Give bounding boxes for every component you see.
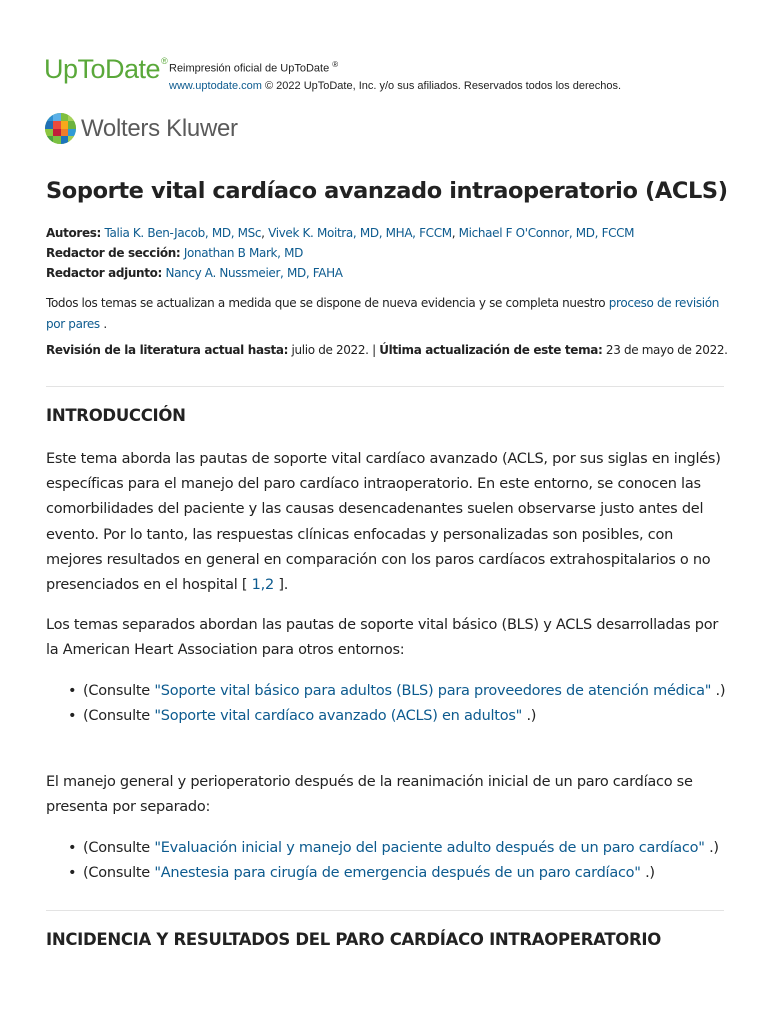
brand-header [44,52,734,92]
list-item: • (Consulte "Soporte vital básico para adultos (BLS) para proveedores de atención médica" .) [68,683,726,699]
author-link[interactable]: Vivek K. Moitra, MD, MHA, FCCM [268,226,452,240]
list-item: • (Consulte "Evaluación inicial y manejo del paciente adulto después de un paro cardíaco" .) [68,840,719,856]
reprint-line: Reimpresión oficial de UpToDate [169,62,330,75]
review-dates: Revisión de la literatura actual hasta: julio de 2022. | Última actualización de este tema: 23 de mayo de 2022. [46,343,728,357]
last-update-date: 23 de mayo de 2022. [605,343,728,357]
wolters-kluwer-mosaic-icon [45,113,76,144]
intro-paragraph-2: Los temas separados abordan las pautas de soporte vital básico (BLS) y ACLS desarrolladas por la American Heart Association para otros entornos: [46,617,719,659]
intro-paragraph-1: Este tema aborda las pautas de soporte vital cardíaco avanzado (ACLS, por sus siglas en inglés) específicas para el manejo del paro cardíaco intraoperatorio. En este entorno, se conocen las comorbilidades del paciente y las causas desencadenantes suelen observarse justo antes del evento. Por lo tanto, las respuestas clínicas enfocadas y personalizadas son posibles, con mejores resultados en general en comparación con los paros cardíacos extrahospitalarios o no presenciados en el hospital [ 1,2 ]. [46,451,721,594]
page-title: Soporte vital cardíaco avanzado intraoperatorio (ACLS) [46,178,728,204]
peer-review-link[interactable]: proceso de revisión por pares [46,296,719,331]
topic-link-anesthesia[interactable]: "Anestesia para cirugía de emergencia después de un paro cardíaco" [154,865,641,882]
related-topics-list-1 [46,679,730,729]
deputy-editor-line: Redactor adjunto: Nancy A. Nussmeier, MD, FAHA [46,266,343,280]
authors-line: Autores: Talia K. Ben-Jacob, MD, MSc, Vivek K. Moitra, MD, MHA, FCCM, Michael F O'Connor, MD, FCCM [46,226,635,240]
update-notice: Todos los temas se actualizan a medida que se dispone de nueva evidencia y se completa nuestro proceso de revisión por pares . [46,296,719,331]
uptodate-site-link[interactable]: www.uptodate.com [169,79,262,92]
author-link[interactable]: Michael F O'Connor, MD, FCCM [458,226,635,240]
section-editor-line: Redactor de sección: Jonathan B Mark, MD [46,246,303,260]
related-topics-list-2 [46,836,730,886]
publisher-name: Wolters Kluwer [81,115,238,142]
lit-review-date: julio de 2022. [291,343,369,357]
topic-link-bls[interactable]: "Soporte vital básico para adultos (BLS) para proveedores de atención médica" [154,683,712,699]
reprint-notice: Reimpresión oficial de UpToDate ® www.uptodate.com © 2022 UpToDate, Inc. y/o sus afiliados. Reservados todos los derechos. [169,60,622,92]
reference-link[interactable]: 1,2 [251,577,274,594]
list-item: • (Consulte "Anestesia para cirugía de emergencia después de un paro cardíaco" .) [68,865,655,882]
divider [46,910,724,911]
uptodate-logo: UpToDate® [44,54,168,84]
deputy-editor-link[interactable]: Nancy A. Nussmeier, MD, FAHA [165,266,343,280]
list-item: • (Consulte "Soporte vital cardíaco avanzado (ACLS) en adultos" .) [68,708,537,725]
section-heading-incidence: INCIDENCIA Y RESULTADOS DEL PARO CARDÍACO INTRAOPERATORIO [46,930,662,949]
author-link[interactable]: Talia K. Ben-Jacob, MD, MSc [104,226,262,240]
topic-link-post-arrest[interactable]: "Evaluación inicial y manejo del paciente adulto después de un paro cardíaco" [154,840,705,856]
section-editor-link[interactable]: Jonathan B Mark, MD [183,246,303,260]
divider [46,386,724,387]
copyright-text: © 2022 UpToDate, Inc. y/o sus afiliados. Reservados todos los derechos. [265,79,622,92]
section-heading-intro: INTRODUCCIÓN [46,406,186,425]
topic-link-acls[interactable]: "Soporte vital cardíaco avanzado (ACLS) en adultos" [154,708,523,725]
intro-paragraph-3: El manejo general y perioperatorio después de la reanimación inicial de un paro cardíaco se presenta por separado: [46,774,693,816]
